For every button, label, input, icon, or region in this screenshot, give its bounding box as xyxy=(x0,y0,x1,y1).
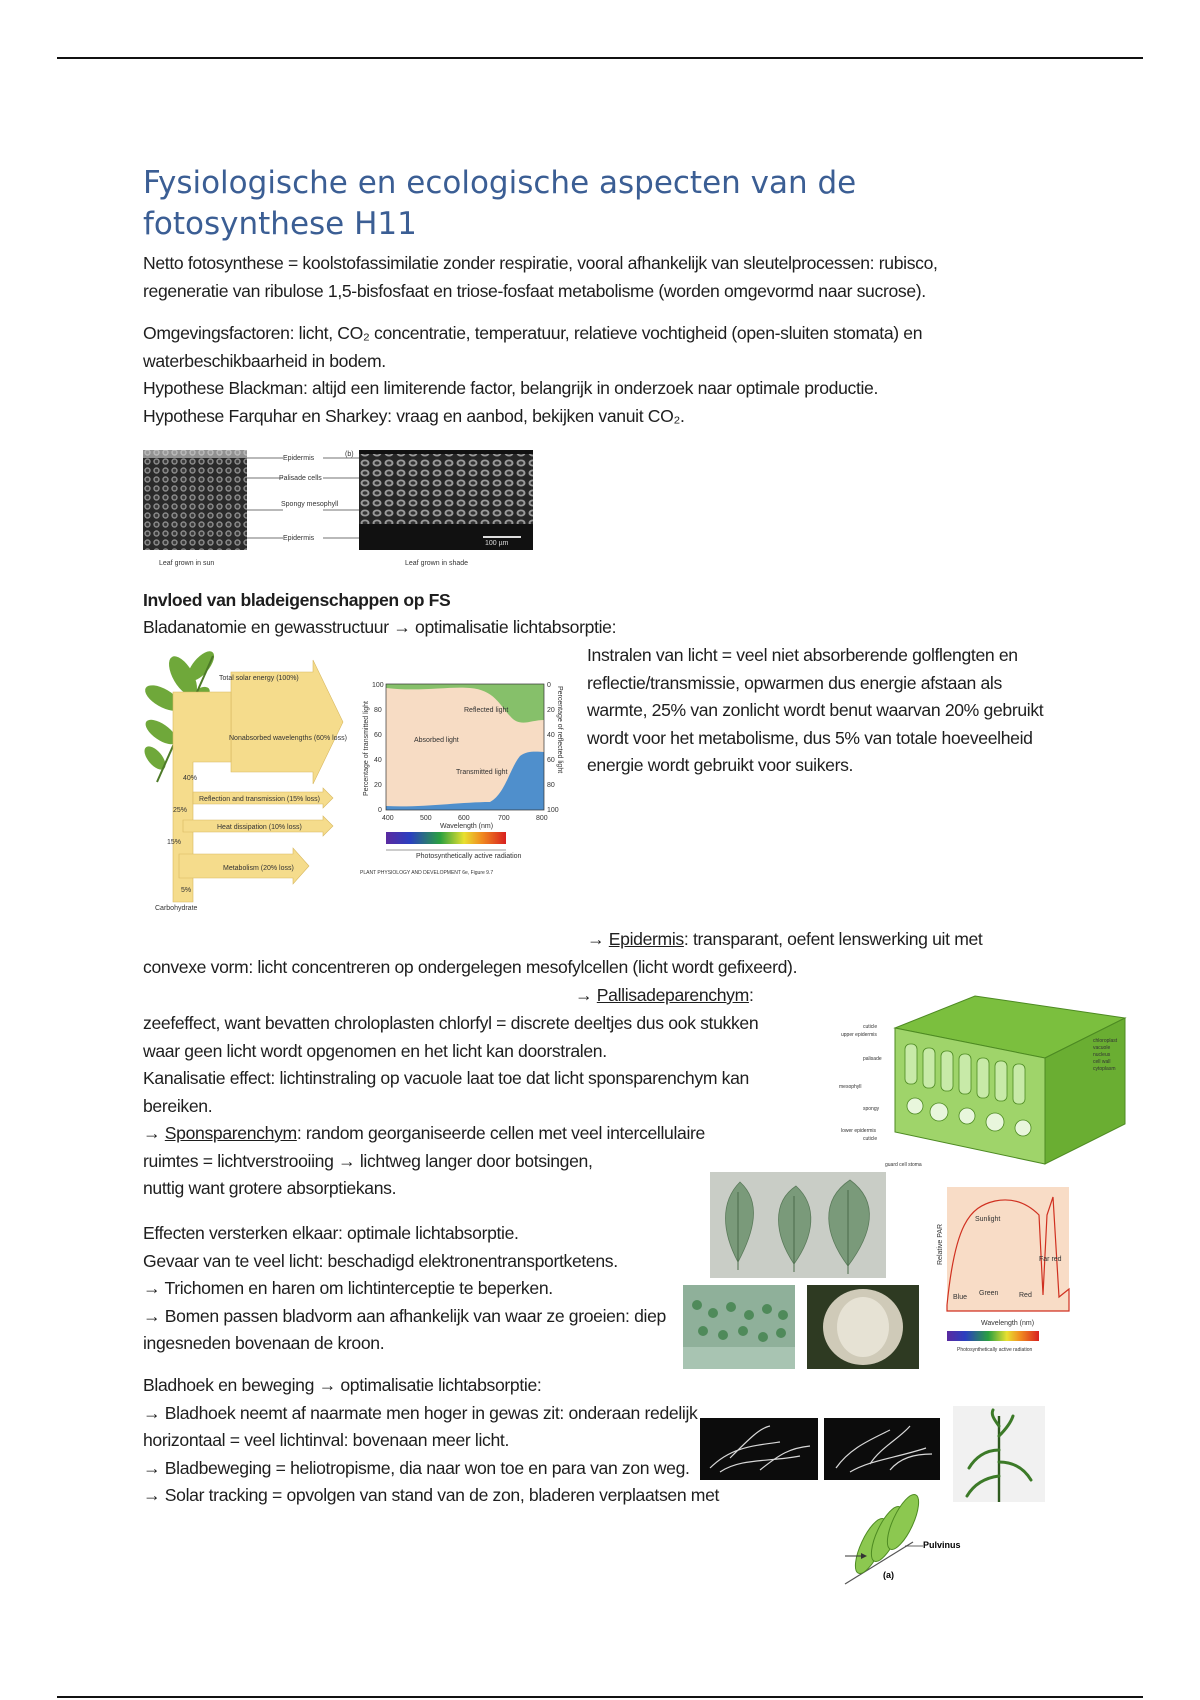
epidermis-continued: convexe vorm: licht concentreren op ondergelegen mesofylcellen (licht wordt gefixeerd). xyxy=(143,957,798,977)
sem-label-epidermis-top: Epidermis xyxy=(283,455,315,462)
pulvinus-figure xyxy=(843,1490,961,1590)
leaf3d-label: cytoplasm xyxy=(1093,1066,1116,1072)
arrow-glyph: → xyxy=(575,985,597,1005)
term-spons: Sponsparenchym xyxy=(164,1123,297,1143)
intro-blackman: Hypothese Blackman: altijd een limiterende factor, belangrijk in onderzoek naar optimale productie. xyxy=(143,378,879,398)
leaf-angle-line-3: → Solar tracking = opvolgen van stand van de zon, bladeren verplaatsen met xyxy=(143,1485,720,1505)
leaf3d-label: guard cell stoma xyxy=(885,1162,922,1168)
page-title: Fysiologische en ecologische aspecten van de fotosynthese H11 xyxy=(143,165,857,242)
spectrum-credit: PLANT PHYSIOLOGY AND DEVELOPMENT 6e, Figure 9.7 xyxy=(360,870,494,876)
spectrum-ytick: 80 xyxy=(374,707,382,714)
palisade-paragraph: zeefeffect, want bevatten chroloplasten chlorfyl = discrete deeltjes dus ook stukken waar geen licht wordt opgenomen en het licht kan doorstralen. xyxy=(143,1013,759,1061)
term-epidermis: Epidermis xyxy=(608,929,684,949)
pulvinus-label: Pulvinus xyxy=(923,1540,961,1550)
leaf3d-label: palisade xyxy=(863,1056,882,1062)
intro-paragraph-2 xyxy=(143,320,1023,430)
effects-paragraph xyxy=(143,1220,673,1358)
spectrum-ytick-right: 0 xyxy=(547,682,551,689)
spectrum-ytick-right: 100 xyxy=(547,807,559,814)
leaf-angle-paragraph xyxy=(143,1372,720,1510)
spectrum-ytick: 20 xyxy=(374,782,382,789)
leaf-sun-shade-figure xyxy=(143,448,533,568)
leaf3d-label: cuticle xyxy=(863,1136,878,1142)
spectrum-xtick: 800 xyxy=(536,815,548,822)
effects-line-2: Gevaar van te veel licht: beschadigd elektronentransportketens. xyxy=(143,1250,618,1271)
pulvinus-tag: (a) xyxy=(883,1570,894,1580)
energy-percent-15: 15% xyxy=(167,839,182,846)
oak-leaves-photo xyxy=(710,1172,886,1278)
spectrum-ytick: 0 xyxy=(378,807,382,814)
leaf-angle-line-1: → Bladhoek neemt af naarmate men hoger in gewas zit: onderaan redelijk horizontaal = veel lichtinval: bovenaan meer licht. xyxy=(143,1402,698,1450)
leaf-angle-line-2: → Bladbeweging = heliotropisme, dia naar won toe en para van zon weg. xyxy=(143,1457,690,1478)
leaf-angle-heading: Bladhoek en beweging → optimalisatie lichtabsorptie: xyxy=(143,1375,542,1395)
energy-label-reflection: Reflection and transmission (15% loss) xyxy=(199,796,320,803)
term-palisade: Pallisadeparenchym xyxy=(596,985,749,1005)
sem-label-spongy: Spongy mesophyll xyxy=(281,501,339,508)
sem-sun-leaf xyxy=(143,450,247,550)
spectrum-ytick-right: 20 xyxy=(547,707,555,714)
section-heading-leaf-properties: Invloed van bladeigenschappen op FS xyxy=(143,590,451,610)
sunlight-spectrum-figure xyxy=(935,1185,1075,1369)
energy-label-carbohydrate: Carbohydrate xyxy=(155,905,198,912)
energy-percent-25: 25% xyxy=(173,807,188,814)
footer-rule xyxy=(57,1696,1143,1698)
spectrum-xtick: 700 xyxy=(498,815,510,822)
header-rule xyxy=(57,57,1143,59)
light-absorption-paragraph: Instralen van licht = veel niet absorberende golflengten en reflectie/transmissie, opwarmen dus energie afstaan als warmte, 25% van zonlicht wordt benut waarvan 20% gebruikt wordt voor het metabolisme, dus 5% van totale hoeveelheid energie wordt gebruikt voor suikers. xyxy=(587,645,1044,775)
epidermis-text: : transparant, oefent lenswerking uit met xyxy=(683,929,983,949)
spectrum-xtick: 400 xyxy=(382,815,394,822)
energy-percent-40: 40% xyxy=(183,775,198,782)
solar-energy-flow-figure xyxy=(143,652,347,912)
effects-line-4: → Bomen passen bladvorm aan afhankelijk van waar ze groeien: diep ingesneden bovenaan de kroon. xyxy=(143,1305,666,1353)
spectrum-ytick-right: 60 xyxy=(547,757,555,764)
effects-line-3: → Trichomen en haren om lichtinterceptie te beperken. xyxy=(143,1278,553,1298)
leaf3d-label: cell wall xyxy=(1093,1059,1111,1065)
spectrum-ylabel-right: Percentage of reflected light xyxy=(556,686,563,774)
intro-farquhar: Hypothese Farquhar en Sharkey: vraag en aanbod, bekijken vanuit CO₂. xyxy=(143,405,685,426)
section-subheading-anatomy: Bladanatomie en gewasstructuur → optimalisatie lichtabsorptie: xyxy=(143,617,617,637)
spons-line-1 xyxy=(143,1120,833,1148)
leaf3d-label: cuticle xyxy=(863,1024,878,1030)
spectrum-ylabel: Percentage of transmitted light xyxy=(363,701,370,796)
spectrum-ytick-right: 80 xyxy=(547,782,555,789)
sem-label-palisade: Palisade cells xyxy=(279,475,322,482)
sem-panel-b-label: (b) xyxy=(345,451,354,458)
arrow-glyph: → xyxy=(143,1123,165,1143)
energy-percent-5: 5% xyxy=(181,887,192,894)
spons-text-1: : random georganiseerde cellen met veel intercellulaire xyxy=(296,1123,705,1143)
absorbance-label-farred: Far red xyxy=(1039,1256,1062,1263)
sem-caption-shade: Leaf grown in shade xyxy=(405,560,469,567)
spectrum-xtick: 500 xyxy=(420,815,432,822)
spectrum-label-transmitted: Transmitted light xyxy=(456,769,508,776)
colon: : xyxy=(748,985,754,1005)
absorbance-ylabel: Relative PAR xyxy=(937,1223,944,1265)
energy-label-heat: Heat dissipation (10% loss) xyxy=(217,824,302,831)
leaf3d-label: mesophyll xyxy=(839,1084,862,1090)
absorbance-label-sunlight: Sunlight xyxy=(975,1216,1001,1223)
leaf3d-label: chloroplast xyxy=(1093,1038,1118,1044)
absorbance-color-bar xyxy=(947,1331,1039,1341)
intro-paragraph-1: Netto fotosynthese = koolstofassimilatie zonder respiratie, vooral afhankelijk van sleutelprocessen: rubisco, regeneratie van ribulose 1,5-bisfosfaat en triose-fosfaat metabolisme (worden omgevormd naar sucrose). xyxy=(143,253,938,301)
spectrum-ytick: 40 xyxy=(374,757,382,764)
sem-shade-leaf xyxy=(359,454,533,524)
leaf3d-label: vacuole xyxy=(1093,1045,1111,1051)
leaf3d-label: upper epidermis xyxy=(841,1032,877,1038)
epidermis-line xyxy=(587,926,1087,954)
absorbance-xlabel: Wavelength (nm) xyxy=(981,1320,1035,1327)
kanalisatie-paragraph: Kanalisatie effect: lichtinstraling op vacuole laat toe dat licht sponsparenchym kan bereiken. xyxy=(143,1068,749,1116)
intro-environment-factors: Omgevingsfactoren: licht, CO₂ concentratie, temperatuur, relatieve vochtigheid (open-sluiten stomata) en waterbeschikbaarheid in bodem. xyxy=(143,323,923,371)
spectrum-color-bar xyxy=(386,832,506,844)
arrow-glyph: → xyxy=(587,929,609,949)
leaf3d-label: spongy xyxy=(863,1106,880,1112)
leaf-3d-cross-section-figure xyxy=(835,988,1135,1173)
energy-label-metabolism: Metabolism (20% loss) xyxy=(223,865,294,872)
leaf-spectrum-figure xyxy=(360,676,563,888)
sem-label-epidermis-bottom: Epidermis xyxy=(283,535,315,542)
leaf-angle-photos xyxy=(700,1418,940,1480)
maize-plant-illustration xyxy=(953,1406,1045,1502)
leaf3d-label: lower epidermis xyxy=(841,1128,877,1134)
spons-line-2: ruimtes = lichtverstrooiing → lichtweg langer door botsingen, xyxy=(143,1150,593,1171)
energy-label-nonabsorbed: Nonabsorbed wavelengths (60% loss) xyxy=(229,735,347,742)
energy-label-total: Total solar energy (100%) xyxy=(219,675,299,682)
spectrum-xlabel: Wavelength (nm) xyxy=(440,823,494,830)
spons-line-3: nuttig want grotere absorptiekans. xyxy=(143,1178,397,1198)
sem-caption-sun: Leaf grown in sun xyxy=(159,560,215,567)
sem-scale-label: 100 µm xyxy=(485,540,509,547)
absorbance-label-blue: Blue xyxy=(953,1294,968,1301)
absorbance-label-red: Red xyxy=(1019,1292,1032,1299)
spectrum-label-absorbed: Absorbed light xyxy=(414,737,459,744)
palisade-line xyxy=(575,982,875,1010)
spectrum-xtick: 600 xyxy=(458,815,470,822)
spectrum-ytick: 100 xyxy=(372,682,384,689)
absorbance-par-label: Photosynthetically active radiation xyxy=(957,1347,1033,1353)
spectrum-par-label: Photosynthetically active radiation xyxy=(416,853,522,860)
absorbance-label-green: Green xyxy=(979,1290,999,1297)
effects-line-1: Effecten versterken elkaar: optimale lichtabsorptie. xyxy=(143,1223,519,1243)
spectrum-ytick-right: 40 xyxy=(547,732,555,739)
trichome-photos xyxy=(683,1285,919,1369)
leaf3d-label: nucleus xyxy=(1093,1052,1111,1058)
spectrum-label-reflected: Reflected light xyxy=(464,707,509,714)
spectrum-ytick: 60 xyxy=(374,732,382,739)
